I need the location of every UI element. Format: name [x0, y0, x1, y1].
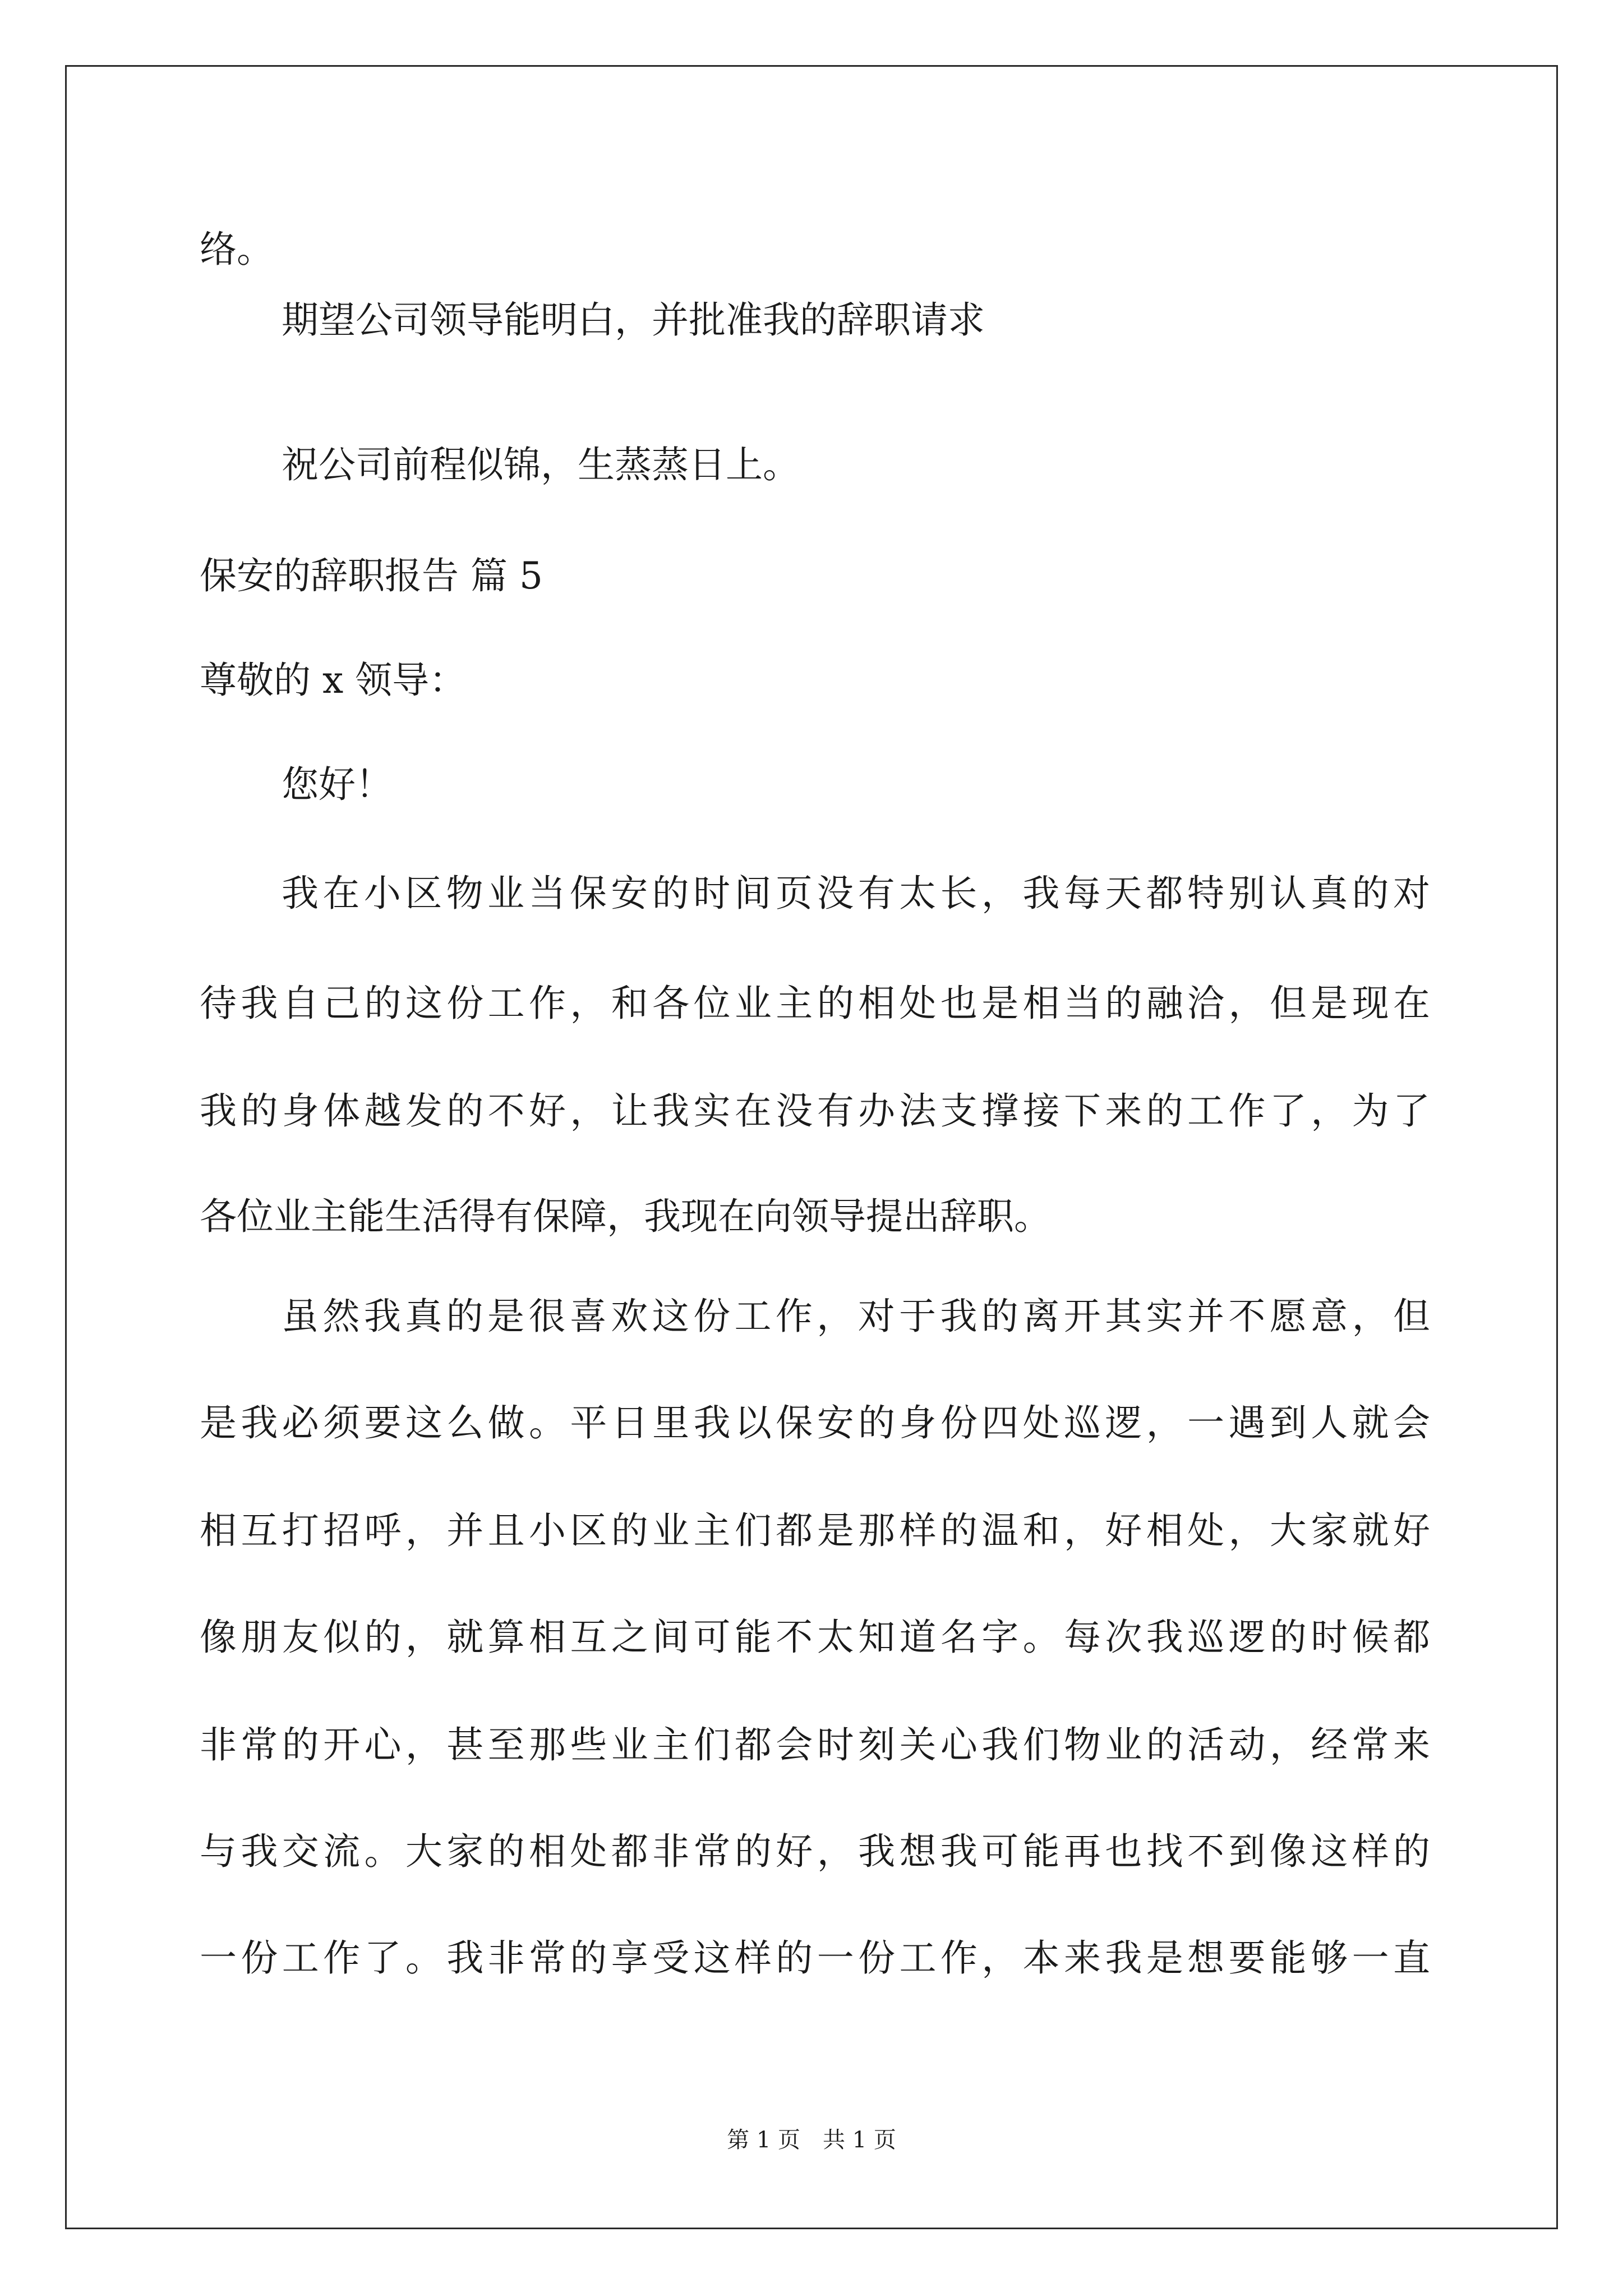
paragraph-blessing: 祝公司前程似锦，生蒸蒸日上。 [282, 443, 800, 486]
body-line: 各位业主能生活得有保障，我现在向领导提出辞职。 [200, 1195, 1051, 1238]
page-footer: 第 1 页 共 1 页 [727, 2127, 896, 2153]
body-line: 非常的开心，甚至那些业主们都会时刻关心我们物业的活动，经常来 [200, 1723, 1430, 1766]
body-line: 与我交流。大家的相处都非常的好，我想我可能再也找不到像这样的 [200, 1830, 1430, 1873]
section-heading: 保安的辞职报告 篇 5 [200, 554, 543, 597]
salutation: 尊敬的 x 领导： [200, 659, 467, 702]
body-line: 相互打招呼，并且小区的业主们都是那样的温和，好相处，大家就好 [200, 1509, 1430, 1552]
body-line: 虽然我真的是很喜欢这份工作，对于我的离开其实并不愿意，但 [282, 1295, 1430, 1338]
paragraph-request: 期望公司领导能明白，并批准我的辞职请求 [282, 298, 985, 342]
greeting: 您好！ [282, 763, 393, 806]
body-line: 一份工作了。我非常的享受这样的一份工作，本来我是想要能够一直 [200, 1936, 1430, 1980]
page-border [65, 65, 1558, 2229]
body-line: 我在小区物业当保安的时间页没有太长，我每天都特别认真的对 [282, 872, 1430, 915]
body-line: 我的身体越发的不好，让我实在没有办法支撑接下来的工作了，为了 [200, 1089, 1430, 1133]
paragraph-tail: 络。 [200, 228, 274, 271]
body-line: 像朋友似的，就算相互之间可能不太知道名字。每次我巡逻的时候都 [200, 1616, 1430, 1659]
body-line: 是我必须要这么做。平日里我以保安的身份四处巡逻，一遇到人就会 [200, 1401, 1430, 1444]
body-line: 待我自己的这份工作，和各位业主的相处也是相当的融洽，但是现在 [200, 982, 1430, 1025]
